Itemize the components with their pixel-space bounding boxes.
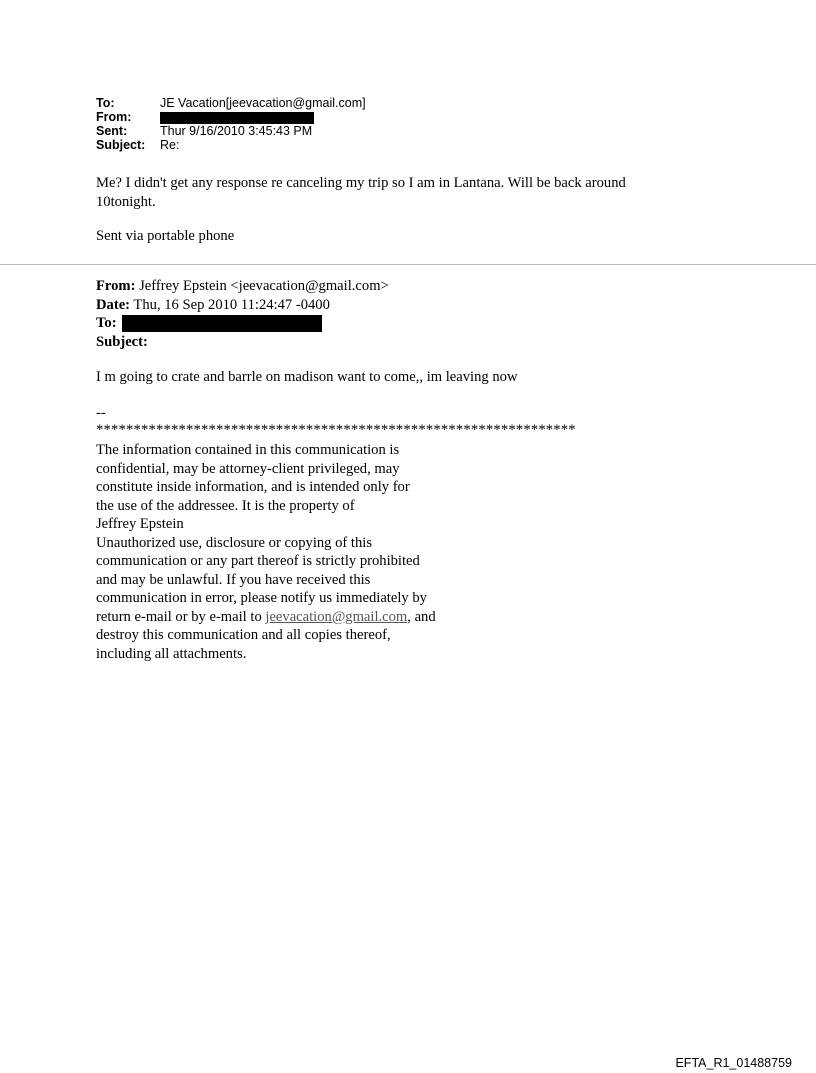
subject-value: Re: [160, 138, 180, 152]
from-redaction [160, 112, 314, 124]
disclaimer-line [96, 608, 496, 627]
email-header [96, 96, 366, 152]
sent-label: Sent: [96, 124, 128, 138]
quoted-subject-row [96, 333, 389, 352]
from-label: From: [96, 110, 132, 124]
quoted-from-row [96, 277, 389, 296]
to-label: To: [96, 96, 115, 110]
quoted-body: I m going to crate and barrle on madison want to come,, im leaving now [96, 369, 518, 385]
disclaimer-line: communication in error, please notify us immediately by [96, 590, 427, 606]
reply-signature: Sent via portable phone [96, 228, 235, 244]
disclaimer [96, 441, 496, 663]
quoted-subject-label: Subject: [96, 333, 148, 350]
divider [0, 264, 816, 265]
quoted-date-label: Date: [96, 296, 131, 313]
quoted-to-row [96, 314, 389, 333]
disclaimer-line: including all attachments. [96, 645, 247, 662]
subject-row [96, 138, 366, 152]
sent-value: Thur 9/16/2010 3:45:43 PM [160, 124, 313, 138]
quoted-date-value: Thu, 16 Sep 2010 11:24:47 -0400 [130, 296, 330, 313]
star-line: **************************************************************** [96, 422, 576, 438]
disclaimer-line: Jeffrey Epstein [96, 516, 184, 532]
disclaimer-line: constitute inside information, and is intended only for [96, 479, 410, 495]
quoted-date-row [96, 296, 389, 315]
disclaimer-line: destroy this communication and all copies thereof, [96, 627, 391, 643]
sent-row [96, 124, 366, 138]
quoted-header [96, 277, 389, 351]
quoted-to-redaction [122, 315, 322, 332]
email-link[interactable]: jeevacation@gmail.com [265, 608, 408, 625]
quoted-from-value: Jeffrey Epstein <jeevacation@gmail.com> [135, 278, 389, 294]
reply-line-1: Me? I didn't get any response re canceling my trip so I am in Lantana. Will be back around [96, 175, 626, 191]
to-value: JE Vacation[jeevacation@gmail.com] [160, 96, 366, 110]
disclaimer-line: and may be unlawful. If you have received this [96, 571, 371, 588]
quoted-from-label: From: [96, 278, 136, 294]
to-row [96, 96, 366, 110]
quoted-to-label: To: [96, 315, 117, 331]
disclaimer-line: The information contained in this communication is [96, 442, 400, 458]
disclaimer-text: , and [407, 608, 436, 625]
disclaimer-line: communication or any part thereof is strictly prohibited [96, 553, 420, 569]
reply-line-2: 10tonight. [96, 193, 156, 210]
subject-label: Subject: [96, 138, 146, 152]
disclaimer-line: Unauthorized use, disclosure or copying of this [96, 534, 373, 551]
signature-separator: -- [96, 405, 106, 421]
disclaimer-text: return e-mail or by e-mail to [96, 608, 266, 625]
reply-body [96, 174, 716, 211]
from-row [96, 110, 366, 124]
disclaimer-line: confidential, may be attorney-client privileged, may [96, 460, 400, 477]
document-id: EFTA_R1_01488759 [675, 1056, 792, 1070]
disclaimer-line: the use of the addressee. It is the property of [96, 497, 355, 514]
